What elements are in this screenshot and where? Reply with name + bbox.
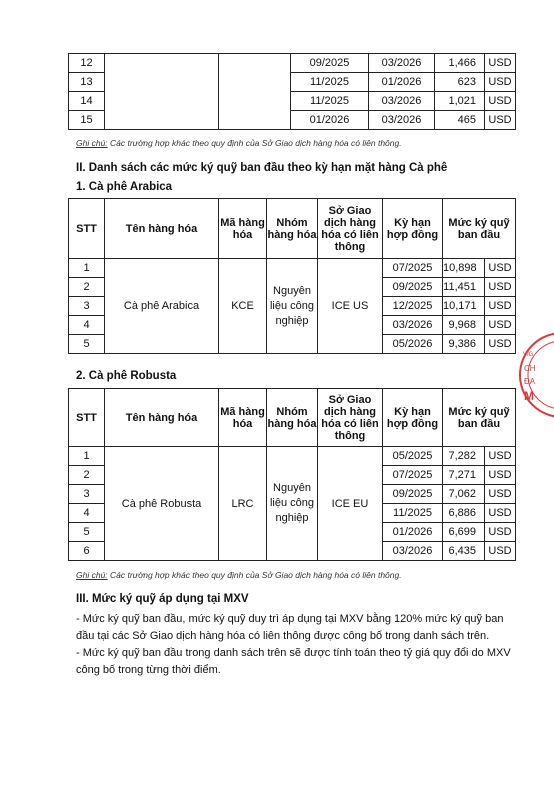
table-row: 1 Cà phê Arabica KCE Nguyên liệu công nghiệp ICE US 07/2025 10,898 USD bbox=[69, 259, 516, 278]
note-1: Ghi chú: Các trường hợp khác theo quy định của Sở Giao dịch hàng hóa có liên thông. bbox=[76, 138, 402, 148]
svg-text:CH: CH bbox=[524, 364, 536, 373]
table-row: 2 07/2025 7,271 USD bbox=[69, 466, 516, 485]
section3-paragraph-1: - Mức ký quỹ ban đầu, mức ký quỹ duy trì áp dụng tại MXV bằng 120% mức ký quỹ ban đầu tại các Sở Giao dịch hàng hóa có liên thông được công bố trong danh sách trên. bbox=[76, 613, 504, 642]
table-row: 13 11/2025 01/2026 623 USD bbox=[69, 73, 516, 92]
table-row: 5 05/2026 9,386 USD bbox=[69, 335, 516, 354]
table-row: 4 03/2026 9,968 USD bbox=[69, 316, 516, 335]
section2-title: II. Danh sách các mức ký quỹ ban đầu theo kỳ hạn mặt hàng Cà phê bbox=[76, 162, 448, 174]
svg-text:V/G: V/G bbox=[523, 352, 534, 358]
table-row: 2 09/2025 11,451 USD bbox=[69, 278, 516, 297]
table-row: 3 12/2025 10,171 USD bbox=[69, 297, 516, 316]
table-row: 5 01/2026 6,699 USD bbox=[69, 523, 516, 542]
table-header-row: STT Tên hàng hóa Mã hàng hóa Nhóm hàng hóa Sở Giao dịch hàng hóa có liên thông Kỳ hạn hợp đồng Mức ký quỹ ban đầu bbox=[69, 389, 516, 447]
table-row: 1 Cà phê Robusta LRC Nguyên liệu công nghiệp ICE EU 05/2025 7,282 USD bbox=[69, 447, 516, 466]
svg-text:M: M bbox=[524, 389, 534, 403]
svg-text:ĐA: ĐA bbox=[524, 377, 536, 386]
arabica-heading: 1. Cà phê Arabica bbox=[76, 181, 173, 193]
section3-paragraph-2: - Mức ký quỹ ban đầu trong danh sách trên sẽ được tính toán theo tỷ giá quy đổi do MXV công bố trong từng thời điểm. bbox=[76, 647, 511, 676]
arabica-table bbox=[68, 198, 516, 354]
top-table bbox=[68, 53, 516, 130]
stamp-seal-icon bbox=[512, 330, 554, 420]
stamp-seal-graphic bbox=[512, 330, 554, 420]
table-row: 12 09/2025 03/2026 1,466 USD bbox=[69, 54, 516, 73]
table-row: 6 03/2026 6,435 USD bbox=[69, 542, 516, 561]
robusta-heading: 2. Cà phê Robusta bbox=[76, 370, 177, 382]
note-2: Ghi chú: Các trường hợp khác theo quy định của Sở Giao dịch hàng hóa có liên thông. bbox=[76, 570, 402, 580]
robusta-table bbox=[68, 388, 516, 561]
table-row: 15 01/2026 03/2026 465 USD bbox=[69, 111, 516, 130]
table-row: 4 11/2025 6,886 USD bbox=[69, 504, 516, 523]
table-header-row: STT Tên hàng hóa Mã hàng hóa Nhóm hàng hóa Sở Giao dịch hàng hóa có liên thông Kỳ hạn hợp đồng Mức ký quỹ ban đầu bbox=[69, 199, 516, 259]
section3-title: III. Mức ký quỹ áp dụng tại MXV bbox=[76, 593, 249, 605]
table-row: 14 11/2025 03/2026 1,021 USD bbox=[69, 92, 516, 111]
table-row: 3 09/2025 7,062 USD bbox=[69, 485, 516, 504]
